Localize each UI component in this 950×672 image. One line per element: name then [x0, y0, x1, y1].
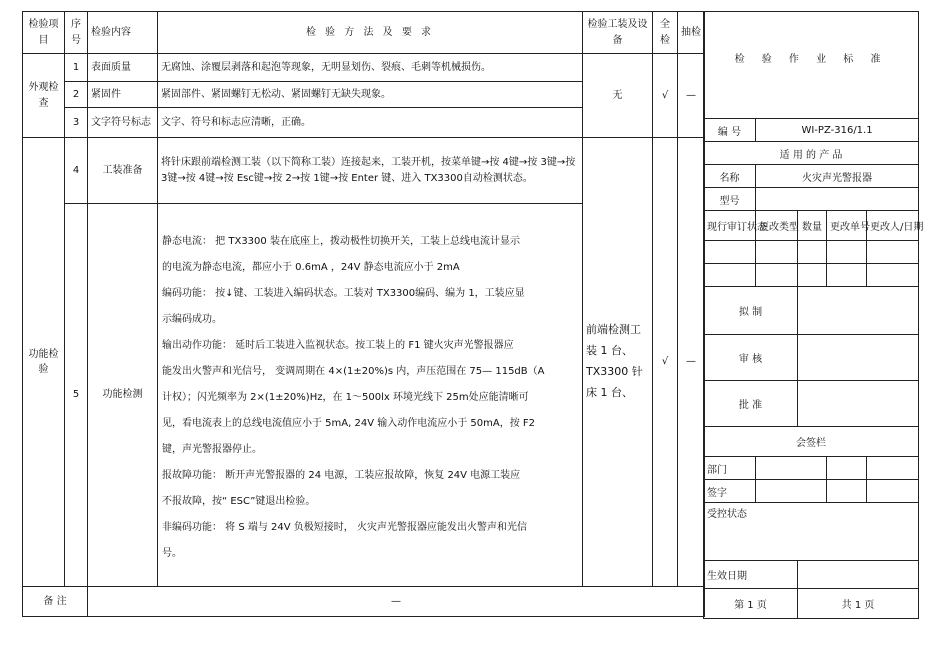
code-label: 编 号 — [704, 119, 756, 142]
row-2-content: 紧固件 — [88, 82, 158, 108]
name-label: 名称 — [704, 165, 756, 188]
review-label: 审 核 — [704, 335, 798, 381]
method-line: 能发出火警声和光信号， 变调周期在 4×(1±20%)s 内，声压范围在 75— 115dB（A — [162, 366, 545, 377]
applicable-product: 适 用 的 产 品 — [704, 142, 919, 165]
row-5-no: 5 — [65, 204, 88, 587]
draft-label: 拟 制 — [704, 287, 798, 335]
header-sample-check: 抽检 — [678, 12, 705, 54]
change-header: 现行审订状态 — [704, 211, 756, 241]
page-total: 共 1 页 — [798, 589, 919, 619]
row-1-no: 1 — [65, 54, 88, 82]
row-3-method: 文字、符号和标志应清晰，正确。 — [158, 108, 583, 138]
approve-value — [798, 381, 919, 427]
method-line: 键，声光警报器停止。 — [162, 444, 262, 455]
tools-function: 前端检测工装 1 台、TX3300 针床 1 台、 — [583, 138, 653, 587]
row-4-no: 4 — [65, 138, 88, 204]
sample-check-appearance: — — [678, 54, 705, 138]
change-header: 更改类型 — [756, 211, 798, 241]
row-3-no: 3 — [65, 108, 88, 138]
header-tools: 检验工装及设备 — [583, 12, 653, 54]
method-line: 非编码功能： 将 S 端与 24V 负极短接时， 火灾声光警报器应能发出火警声和光信 — [162, 522, 527, 533]
effective-date-label: 生效日期 — [704, 561, 798, 589]
change-header: 数量 — [798, 211, 827, 241]
header-no: 序号 — [65, 12, 88, 54]
header-full-check: 全检 — [653, 12, 678, 54]
remark-value: — — [88, 587, 705, 617]
method-line: 不报故障，按“ ESC”键退出检验。 — [162, 496, 316, 507]
row-4-method: 将针床跟前端检测工装（以下简称工装）连接起来，工装开机，按菜单键→按 4键→按 3键→按 3键→按 4键→按 Esc键→按 2→按 1键→按 Enter 键、进入 TX3300自动检测状态。 — [158, 138, 583, 204]
sign-label: 签字 — [704, 480, 756, 503]
tools-appearance: 无 — [583, 54, 653, 138]
change-header: 更改单号 — [827, 211, 867, 241]
model-value — [756, 188, 919, 211]
full-check-appearance: √ — [653, 54, 678, 138]
row-2-method: 紧固部件、紧固螺钉无松动、紧固螺钉无缺失现象。 — [158, 82, 583, 108]
method-line: 计权）；闪光频率为 2×(1±20%)Hz，在 1～500lx 环境光线下 25m处应能清晰可 — [162, 392, 529, 403]
full-check-function: √ — [653, 138, 678, 587]
row-5-method — [158, 204, 583, 587]
change-header: 更改人/日期 — [867, 211, 919, 241]
section-function: 功能检验 — [23, 138, 65, 587]
row-2-no: 2 — [65, 82, 88, 108]
code-value: WI-PZ-316/1.1 — [756, 119, 919, 142]
sign-section-label: 会签栏 — [704, 427, 919, 457]
row-4-content: 工装准备 — [88, 138, 158, 204]
inspection-standard-form — [22, 11, 924, 617]
row-3-content: 文字符号标志 — [88, 108, 158, 138]
row-1-content: 表面质量 — [88, 54, 158, 82]
method-line: 静态电流： 把 TX3300 装在底座上，拨动极性切换开关，工装上总线电流计显示 — [162, 236, 520, 247]
header-item: 检验项目 — [23, 12, 65, 54]
sample-check-function: — — [678, 138, 705, 587]
method-line: 报故障功能： 断开声光警报器的 24 电源，工装应报故障，恢复 24V 电源工装应 — [162, 470, 521, 481]
header-method: 检 验 方 法 及 要 求 — [158, 12, 583, 54]
row-5-content: 功能检测 — [88, 204, 158, 587]
inspection-table — [22, 11, 705, 617]
remark-label: 备 注 — [23, 587, 88, 617]
method-line: 的电流为静态电流，都应小于 0.6mA ，24V 静态电流应小于 2mA — [162, 262, 460, 273]
doc-title: 检 验 作 业 标 准 — [704, 12, 919, 119]
name-value: 火灾声光警报器 — [756, 165, 919, 188]
method-line: 示编码成功。 — [162, 314, 222, 325]
review-value — [798, 335, 919, 381]
draft-value — [798, 287, 919, 335]
method-line: 号。 — [162, 548, 182, 559]
controlled-status: 受控状态 — [704, 503, 919, 561]
method-line: 编码功能： 按↓键、工装进入编码状态。工装对 TX3300编码、编为 1，工装应显 — [162, 288, 525, 299]
header-content: 检验内容 — [88, 12, 158, 54]
method-line: 见，看电流表上的总线电流值应小于 5mA, 24V 输入动作电流应小于 50mA，按 F2 — [162, 418, 536, 429]
effective-date-value — [798, 561, 919, 589]
dept-label: 部门 — [704, 457, 756, 480]
page-number: 第 1 页 — [704, 589, 798, 619]
approve-label: 批 准 — [704, 381, 798, 427]
row-1-method: 无腐蚀、涂覆层剥落和起泡等现象，无明显划伤、裂痕、毛刺等机械损伤。 — [158, 54, 583, 82]
side-panel — [703, 11, 924, 619]
section-appearance: 外观检查 — [23, 54, 65, 138]
method-line: 输出动作功能： 延时后工装进入监视状态。按工装上的 F1 键火灾声光警报器应 — [162, 340, 514, 351]
model-label: 型号 — [704, 188, 756, 211]
